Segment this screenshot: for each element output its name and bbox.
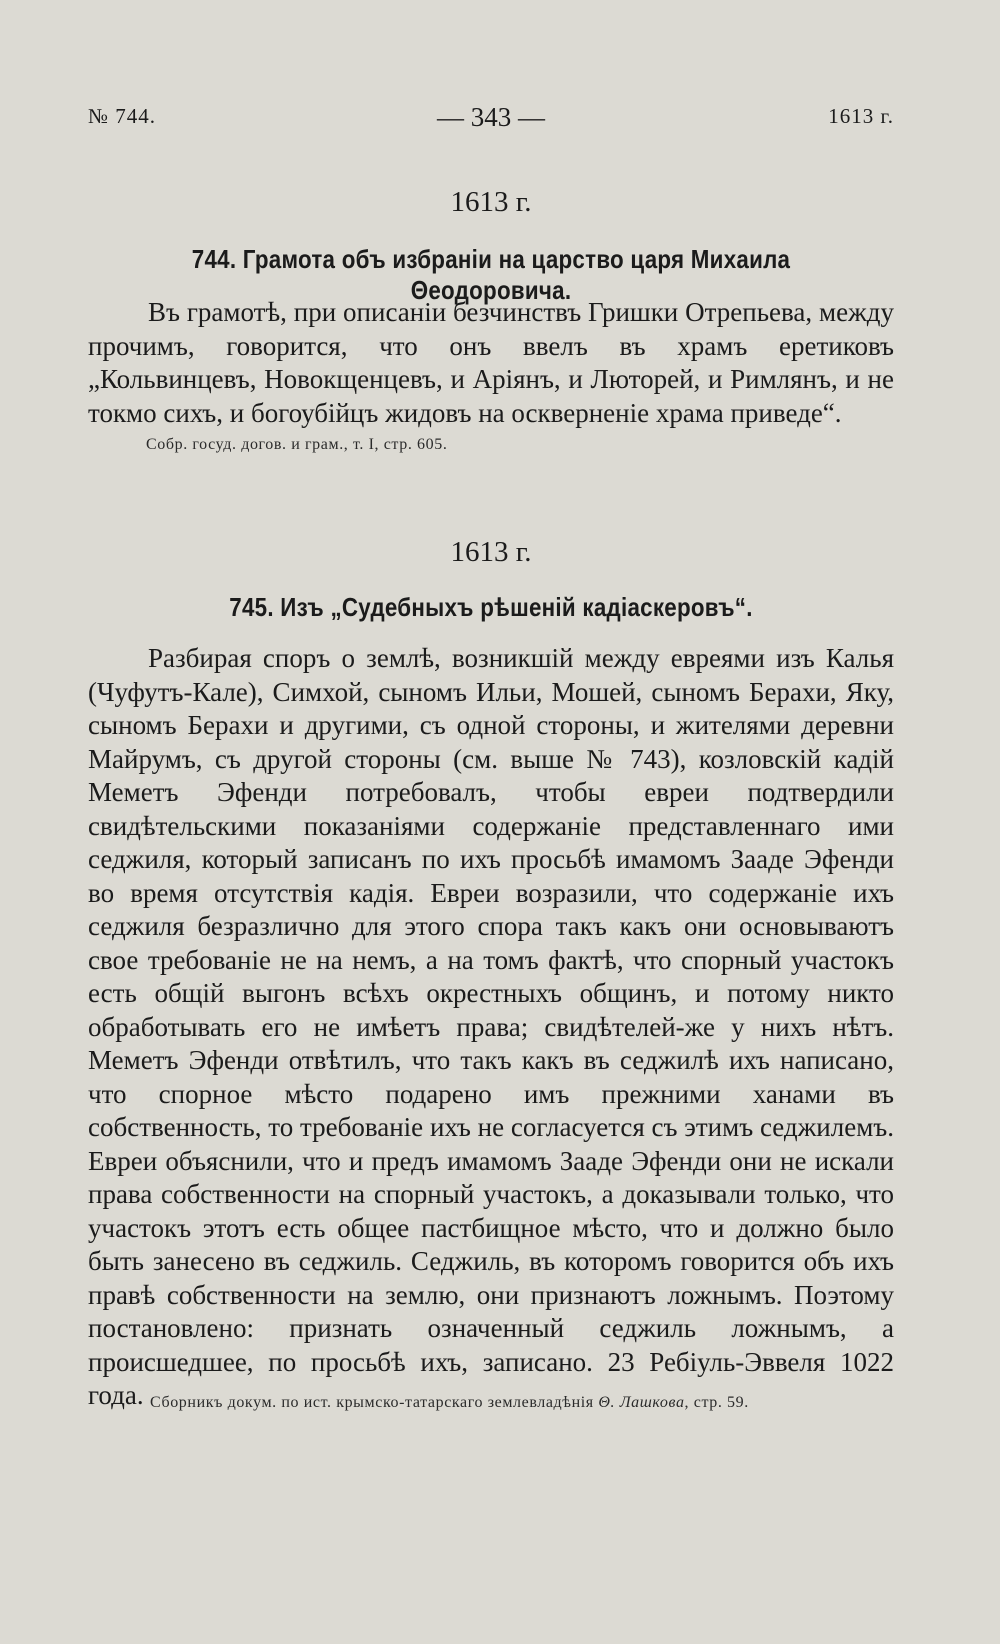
entry-745-title: 745. Изъ „Судебныхъ рѣшеній кадіаскеровъ“. bbox=[229, 592, 753, 622]
entry-745-text bbox=[88, 642, 894, 1413]
page-number: — 343 — bbox=[437, 102, 545, 132]
entry-744-text-content: Въ грамотѣ, при описаніи безчинствъ Гришки Отрепьева, между прочимъ, говорится, что онъ ввелъ въ храмъ еретиковъ „Кольвинцевъ, Новокщенцевъ, и Аріянъ, и Люторей, и Римлянъ, и не токмо сихъ, и богоубійцъ жидовъ на оскверненіе храма приведе“. bbox=[88, 297, 894, 428]
document-number: № 744. bbox=[88, 104, 157, 128]
entry-745-source-author: Θ. Лашкова bbox=[598, 1394, 685, 1411]
entry-745-source bbox=[150, 1394, 749, 1412]
entry-745-text-content: Разбирая споръ о землѣ, возникшій между евреями изъ Калья (Чуфутъ-Кале), Симхой, сыномъ Ильи, Мошей, сыномъ Берахи, Яку, сыномъ Берахи и другими, съ одной стороны, и жителями деревни Майрумъ, съ другой стороны (см. выше № 743), козловскій кадій Меметъ Эфенди потребовалъ, чтобы евреи подтвердили свидѣтельскими показаніями содержаніе представленнаго ими седжиля, который записанъ по ихъ просьбѣ имамомъ Зааде Эфенди во время отсутствія кадія. Евреи возразили, что содержаніе ихъ седжиля безразлично для этого спора такъ какъ они основываютъ свое требованіе не на немъ, а на томъ фактѣ, что спорный участокъ есть общій выгонъ всѣхъ окрестныхъ общинъ, и потому никто обработывать его не имѣетъ права; свидѣтелей-же у нихъ нѣтъ. Меметъ Эфенди отвѣтилъ, что такъ какъ въ седжилѣ ихъ написано, что спорное мѣсто подарено имъ прежними ханами въ собственность, то требованіе ихъ не согласуется съ этимъ седжилемъ. Евреи объяснили, что и предъ имамомъ Зааде Эфенди они не искали права собственности на спорный участокъ, а доказывали только, что участокъ этотъ есть общее пастбищное мѣсто, что и должно было быть занесено въ седжиль. Седжиль, въ которомъ говорится объ ихъ правѣ собственности на землю, они признаютъ ложнымъ. Поэтому постановлено: признать означенный седжиль ложнымъ, а происшедшее, по просьбѣ ихъ, записано. 23 Ребіуль-Эввеля 1022 года. bbox=[88, 643, 894, 1410]
entry-745-source-prefix: Сборникъ докум. по ист. крымско-татарскаго землевладѣнія bbox=[150, 1394, 599, 1411]
entry-744-title: 744. Грамота объ избраніи на царство царя Михаила Θеодоровича. bbox=[191, 244, 791, 305]
entry-744-year: 1613 г. bbox=[450, 186, 532, 218]
header-year: 1613 г. bbox=[828, 104, 894, 128]
entry-745-year: 1613 г. bbox=[450, 536, 532, 568]
running-head bbox=[88, 104, 894, 140]
entry-744-text bbox=[88, 296, 894, 430]
entry-744-source: Собр. госуд. догов. и грам., т. I, стр. 605. bbox=[146, 436, 448, 453]
entry-745-source-suffix: , стр. 59. bbox=[684, 1394, 749, 1411]
